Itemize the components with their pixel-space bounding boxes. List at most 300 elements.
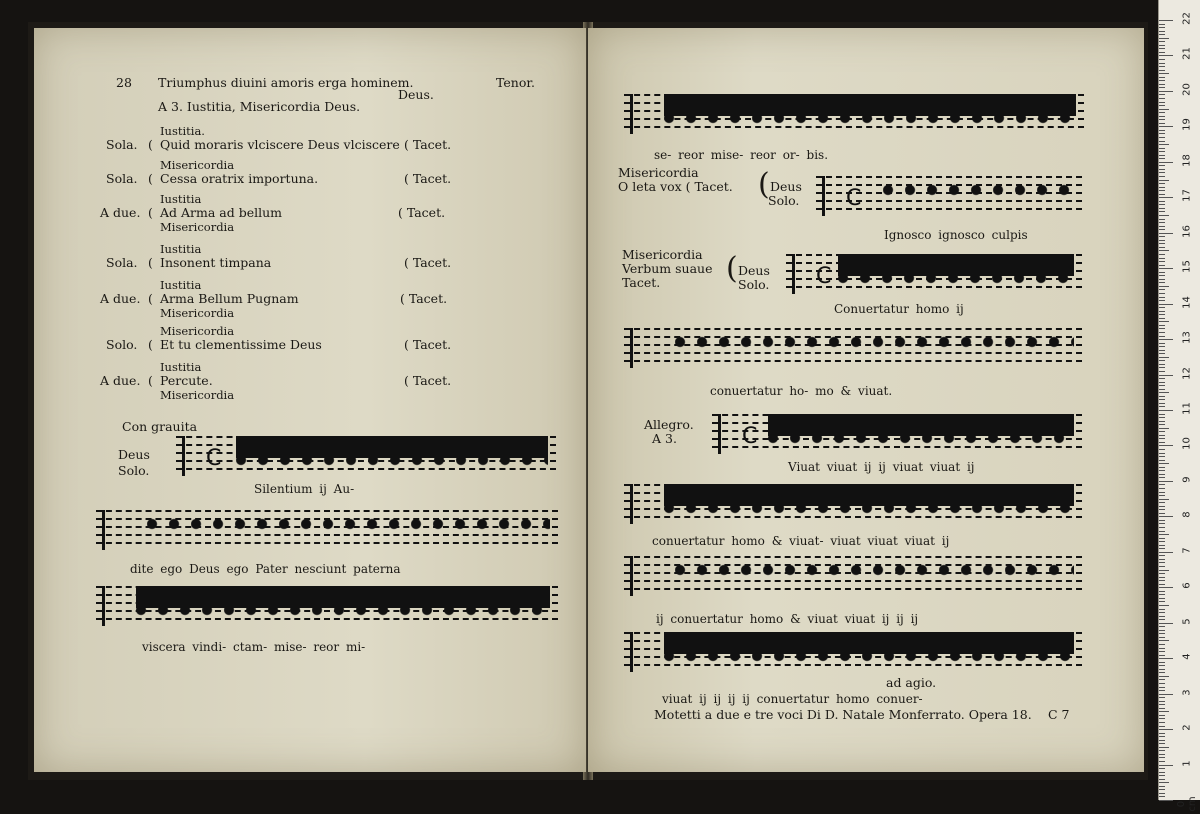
ruler-minor-tick [1159,382,1165,383]
ruler-minor-tick [1159,768,1165,769]
tacet-label: Tacet. [622,275,661,290]
tacet-label: Tacet. [412,255,452,270]
tacet-label: Tacet. [412,373,452,388]
ruler-tick [1159,410,1173,411]
ruler-minor-tick [1159,38,1169,39]
ruler-minor-tick [1159,740,1165,741]
solo-label: Solo. [118,463,150,478]
notes [664,632,1074,672]
ruler-minor-tick [1159,318,1165,319]
section-role: Iustitia. [160,124,205,138]
ruler-minor-tick [1159,708,1165,709]
ruler-minor-tick [1159,779,1165,780]
ruler-minor-tick [1159,577,1165,578]
ruler-minor-tick [1159,789,1165,790]
notes [872,176,1074,216]
ruler-minor-tick [1159,435,1165,436]
ruler-minor-tick [1159,187,1165,188]
ruler-minor-tick [1159,541,1165,542]
ruler-minor-tick [1159,605,1169,606]
ruler-tick [1159,268,1173,269]
music-staff [624,94,1084,134]
ruler-minor-tick [1159,102,1165,103]
ruler-minor-tick [1159,116,1165,117]
ruler-minor-tick [1159,176,1165,177]
ruler-minor-tick [1159,137,1165,138]
ruler-minor-tick [1159,566,1165,567]
tacet-label: Tacet. [412,171,452,186]
clef-icon [102,510,113,550]
voice-label: Misericordia [618,165,699,180]
section-paren: ( [148,337,153,352]
ruler-tick [1159,481,1173,482]
ruler-minor-tick [1159,414,1165,415]
ruler-minor-tick [1159,609,1165,610]
ruler-minor-tick [1159,180,1169,181]
ruler-minor-tick [1159,665,1165,666]
ruler-minor-tick [1159,272,1165,273]
ruler-minor-tick [1159,133,1165,134]
clef-icon [822,176,833,216]
ruler-minor-tick [1159,314,1165,315]
lyrics-line: Conuertatur homo ij [834,302,964,316]
running-title: Triumphus diuini amoris erga hominem. [158,75,414,90]
ruler-minor-tick [1159,109,1169,110]
ruler-minor-tick [1159,70,1165,71]
ruler-minor-tick [1159,598,1165,599]
ruler-minor-tick [1159,679,1165,680]
brace: ( [726,251,738,286]
left-page [34,28,586,772]
section-tacet: ( Tacet. [404,255,452,270]
lyrics-line: conuertatur ho- mo & viuat. [710,384,893,398]
ruler-minor-tick [1159,105,1165,106]
deus-label: Deus [770,179,802,194]
ruler-minor-tick [1159,406,1165,407]
ruler-minor-tick [1159,98,1165,99]
ruler-minor-tick [1159,467,1165,468]
ruler-minor-tick [1159,112,1165,113]
ruler-minor-tick [1159,208,1165,209]
ruler-minor-tick [1159,453,1165,454]
ruler-minor-tick [1159,27,1165,28]
ruler-minor-tick [1159,786,1165,787]
ruler-minor-tick [1159,77,1165,78]
ruler-minor-tick [1159,421,1165,422]
music-staff [624,328,1082,368]
music-staff [96,586,558,626]
time-signature: C [742,424,758,449]
ruler-minor-tick [1159,151,1165,152]
ruler-minor-tick [1159,258,1165,259]
ruler-minor-tick [1159,403,1165,404]
ruler-minor-tick [1159,119,1165,120]
ruler-minor-tick [1159,619,1165,620]
ruler-minor-tick [1159,733,1165,734]
ruler-minor-tick [1159,229,1165,230]
ruler-minor-tick [1159,367,1165,368]
section-text: Ad Arma ad bellum [160,205,283,220]
ruler-minor-tick [1159,562,1165,563]
ruler-minor-tick [1159,772,1165,773]
ruler-minor-tick [1159,704,1165,705]
section-text: Arma Bellum Pugnam [160,291,299,306]
ruler-minor-tick [1159,321,1169,322]
time-signature: C [846,186,862,211]
section-paren: ( [148,171,153,186]
ruler-minor-tick [1159,297,1165,298]
ruler-minor-tick [1159,211,1165,212]
section-tacet: ( Tacet. [404,137,452,152]
ruler-tick [1159,126,1173,127]
ruler-minor-tick [1159,332,1165,333]
music-staff [624,484,1082,524]
ruler-number: 16 [1181,224,1193,238]
notes [136,586,550,626]
ruler-tick [1159,339,1173,340]
ruler-minor-tick [1159,442,1165,443]
ruler-minor-tick [1159,307,1165,308]
signature-mark: C 7 [1048,707,1070,722]
cast-deus: Deus. [398,87,434,102]
deus-label: Deus [738,263,770,278]
ruler-minor-tick [1159,148,1165,149]
lyrics-line: Silentium ij Au- [254,482,355,496]
ruler-minor-tick [1159,360,1165,361]
incipit-text: O leta vox ( Tacet. [618,179,733,194]
clef-icon [630,328,641,368]
ruler-number: 10 [1181,437,1193,451]
lyrics-line: conuertatur homo & viuat- viuat viuat viuat ij [652,534,950,548]
section-role-2: Misericordia [160,388,235,402]
tacet-label: Tacet. [412,337,452,352]
ruler-minor-tick [1159,265,1165,266]
ruler-number: 14 [1181,295,1193,309]
notes [664,328,1074,368]
ruler-minor-tick [1159,456,1165,457]
section-paren: ( [148,137,153,152]
ruler-minor-tick [1159,793,1165,794]
section-mode: Solo. [106,337,138,352]
ruler-minor-tick [1159,722,1165,723]
clef-icon [630,632,641,672]
ruler-minor-tick [1159,676,1169,677]
ruler-tick [1159,800,1173,801]
ruler-number: 6 [1181,582,1193,589]
section-mode: A due. [100,373,141,388]
ruler-minor-tick [1159,555,1165,556]
ruler-minor-tick [1159,84,1165,85]
ruler-minor-tick [1159,747,1169,748]
section-text: Insonent timpana [160,255,272,270]
ruler-minor-tick [1159,396,1165,397]
ruler-minor-tick [1159,633,1165,634]
ruler-tick [1159,587,1173,588]
ruler-minor-tick [1159,165,1165,166]
section-mode: Sola. [106,137,138,152]
ruler-minor-tick [1159,591,1165,592]
ruler-minor-tick [1159,616,1165,617]
ruler-minor-tick [1159,757,1165,758]
lyrics-line: viscera vindi- ctam- mise- reor mi- [142,640,366,654]
ruler-minor-tick [1159,328,1165,329]
clef-icon [630,556,641,596]
music-staff [786,254,1082,294]
section-paren: ( [148,205,153,220]
section-role: Misericordia [160,158,235,172]
ruler-minor-tick [1159,683,1165,684]
ruler-tick [1159,55,1173,56]
ruler-minor-tick [1159,378,1165,379]
ruler-number: 7 [1181,547,1193,554]
ruler-minor-tick [1159,796,1165,797]
ruler-minor-tick [1159,718,1165,719]
lyrics-line: dite ego Deus ego Pater nesciunt paterna [130,562,401,576]
ruler-minor-tick [1159,743,1165,744]
section-tacet: ( Tacet. [404,373,452,388]
ruler-number: 11 [1181,402,1193,415]
notes [664,484,1074,524]
ruler-minor-tick [1159,506,1165,507]
ruler-minor-tick [1159,59,1165,60]
ruler-minor-tick [1159,204,1165,205]
ruler-minor-tick [1159,350,1165,351]
ruler-minor-tick [1159,353,1165,354]
ruler-minor-tick [1159,502,1165,503]
ruler-minor-tick [1159,484,1165,485]
ruler-minor-tick [1159,431,1165,432]
ruler-tick [1159,162,1173,163]
ruler-minor-tick [1159,644,1165,645]
ruler-minor-tick [1159,736,1165,737]
ruler-minor-tick [1159,240,1165,241]
tacet-label: Tacet. [406,205,446,220]
section-mode: A due. [100,291,141,306]
ruler-minor-tick [1159,690,1165,691]
ruler-minor-tick [1159,761,1165,762]
voice-part: Tenor. [496,75,535,90]
ruler-minor-tick [1159,73,1169,74]
ruler-minor-tick [1159,172,1165,173]
voices-count: A 3. [652,431,677,446]
ruler-minor-tick [1159,701,1165,702]
section-role-2: Misericordia [160,220,235,234]
notes [236,436,548,476]
ruler-minor-tick [1159,130,1165,131]
tacet-label: Tacet. [412,137,452,152]
ruler-minor-tick [1159,523,1165,524]
ruler-minor-tick [1159,215,1169,216]
ruler-minor-tick [1159,389,1165,390]
section-role: Iustitia [160,278,202,292]
brace: ( [758,167,770,202]
music-staff [712,414,1082,454]
ruler-minor-tick [1159,460,1165,461]
ruler-minor-tick [1159,261,1165,262]
ruler-minor-tick [1159,289,1165,290]
ruler-tick [1159,233,1173,234]
ruler-minor-tick [1159,463,1169,464]
ruler-minor-tick [1159,548,1165,549]
ruler-minor-tick [1159,123,1165,124]
ruler-minor-tick [1159,243,1165,244]
ruler-tick [1159,375,1173,376]
ruler-minor-tick [1159,651,1165,652]
ruler-minor-tick [1159,527,1165,528]
ruler-minor-tick [1159,428,1169,429]
ruler-minor-tick [1159,63,1165,64]
section-tacet: ( Tacet. [398,205,446,220]
ruler-minor-tick [1159,775,1165,776]
ruler-minor-tick [1159,250,1169,251]
ruler-minor-tick [1159,520,1165,521]
ruler-tick [1159,445,1173,446]
clef-icon [102,586,113,626]
ruler-minor-tick [1159,648,1165,649]
ruler-minor-tick [1159,417,1165,418]
ruler-minor-tick [1159,488,1165,489]
section-paren: ( [148,255,153,270]
section-text: Cessa oratrix importuna. [160,171,319,186]
ruler-minor-tick [1159,449,1165,450]
music-staff [176,436,556,476]
ruler-minor-tick [1159,474,1165,475]
ruler-minor-tick [1159,24,1165,25]
ruler-minor-tick [1159,80,1165,81]
lyrics-line: se- reor mise- reor or- bis. [654,148,829,162]
lyrics-line: viuat ij ij ij ij conuertatur homo conuer- [662,692,923,706]
ruler-minor-tick [1159,513,1165,514]
ruler-minor-tick [1159,45,1165,46]
ruler-minor-tick [1159,726,1165,727]
ruler-minor-tick [1159,399,1165,400]
ruler-minor-tick [1159,601,1165,602]
incipit-text: Verbum suaue [622,261,713,276]
tacet-label: Tacet. [408,291,448,306]
ruler-minor-tick [1159,715,1165,716]
ruler-minor-tick [1159,169,1165,170]
section-role: Misericordia [160,324,235,338]
ruler-minor-tick [1159,141,1165,142]
section-role-2: Misericordia [160,306,235,320]
section-mode: Sola. [106,171,138,186]
ruler-minor-tick [1159,697,1165,698]
section-tacet: ( Tacet. [400,291,448,306]
ruler-minor-tick [1159,559,1165,560]
ruler-number: 8 [1181,511,1193,519]
ruler-minor-tick [1159,573,1165,574]
ruler-tick [1159,552,1173,553]
ruler-minor-tick [1159,687,1165,688]
ruler-minor-tick [1159,325,1165,326]
clef-icon [182,436,193,476]
music-staff [96,510,558,550]
lyrics-line: Viuat viuat ij ij viuat viuat ij [788,460,975,474]
ruler-minor-tick [1159,640,1169,641]
solo-label: Solo. [768,193,800,208]
notes [136,510,550,550]
notes [664,94,1076,134]
section-tacet: ( Tacet. [404,337,452,352]
ruler-minor-tick [1159,357,1169,358]
clef-icon [718,414,729,454]
ruler-minor-tick [1159,499,1169,500]
tempo-marking: ad agio. [886,675,937,690]
ruler-minor-tick [1159,247,1165,248]
ruler-minor-tick [1159,711,1169,712]
time-signature: C [816,264,832,289]
ruler-minor-tick [1159,545,1165,546]
ruler-tick [1159,623,1173,624]
ruler-number: 1 [1181,759,1193,767]
ruler-number: 3 [1181,688,1193,696]
ruler-number: 18 [1181,153,1193,167]
music-staff [624,632,1082,672]
tempo-marking: Con grauita [122,419,198,434]
cast-line: A 3. Iustitia, Misericordia Deus. [158,99,361,114]
ruler-minor-tick [1159,477,1165,478]
section-tacet: ( Tacet. [404,171,452,186]
ruler-minor-tick [1159,343,1165,344]
ruler-minor-tick [1159,492,1165,493]
ruler-tick [1159,20,1173,21]
ruler-minor-tick [1159,637,1165,638]
lyrics-line: Ignosco ignosco culpis [884,228,1028,242]
ruler-minor-tick [1159,201,1165,202]
ruler-minor-tick [1159,385,1165,386]
ruler-minor-tick [1159,94,1165,95]
ruler-minor-tick [1159,300,1165,301]
ruler-minor-tick [1159,222,1165,223]
measurement-ruler [1158,0,1200,812]
ruler-minor-tick [1159,438,1165,439]
ruler-minor-tick [1159,226,1165,227]
ruler-number: 2 [1181,724,1193,731]
ruler-number: 4 [1181,653,1193,660]
ruler-minor-tick [1159,52,1165,53]
ruler-minor-tick [1159,655,1165,656]
section-paren: ( [148,373,153,388]
ruler-minor-tick [1159,194,1165,195]
ruler-minor-tick [1159,346,1165,347]
music-staff [624,556,1082,596]
section-paren: ( [148,291,153,306]
ruler-minor-tick [1159,31,1165,32]
ruler-minor-tick [1159,311,1165,312]
ruler-number: 17 [1181,189,1193,203]
ruler-minor-tick [1159,144,1169,145]
ruler-minor-tick [1159,364,1165,365]
clef-icon [630,484,641,524]
ruler-number: 13 [1181,331,1193,344]
ruler-minor-tick [1159,612,1165,613]
ruler-minor-tick [1159,509,1165,510]
ruler-number: 9 [1181,476,1193,483]
ruler-minor-tick [1159,34,1165,35]
ruler-tick [1159,765,1173,766]
ruler-tick [1159,729,1173,730]
ruler-minor-tick [1159,630,1165,631]
notes [838,254,1074,294]
ruler-minor-tick [1159,41,1165,42]
ruler-number: 0 cm [1176,796,1198,812]
open-book [28,22,1148,780]
section-mode: Sola. [106,255,138,270]
ruler-minor-tick [1159,782,1169,783]
ruler-minor-tick [1159,626,1165,627]
ruler-minor-tick [1159,293,1165,294]
ruler-minor-tick [1159,275,1165,276]
